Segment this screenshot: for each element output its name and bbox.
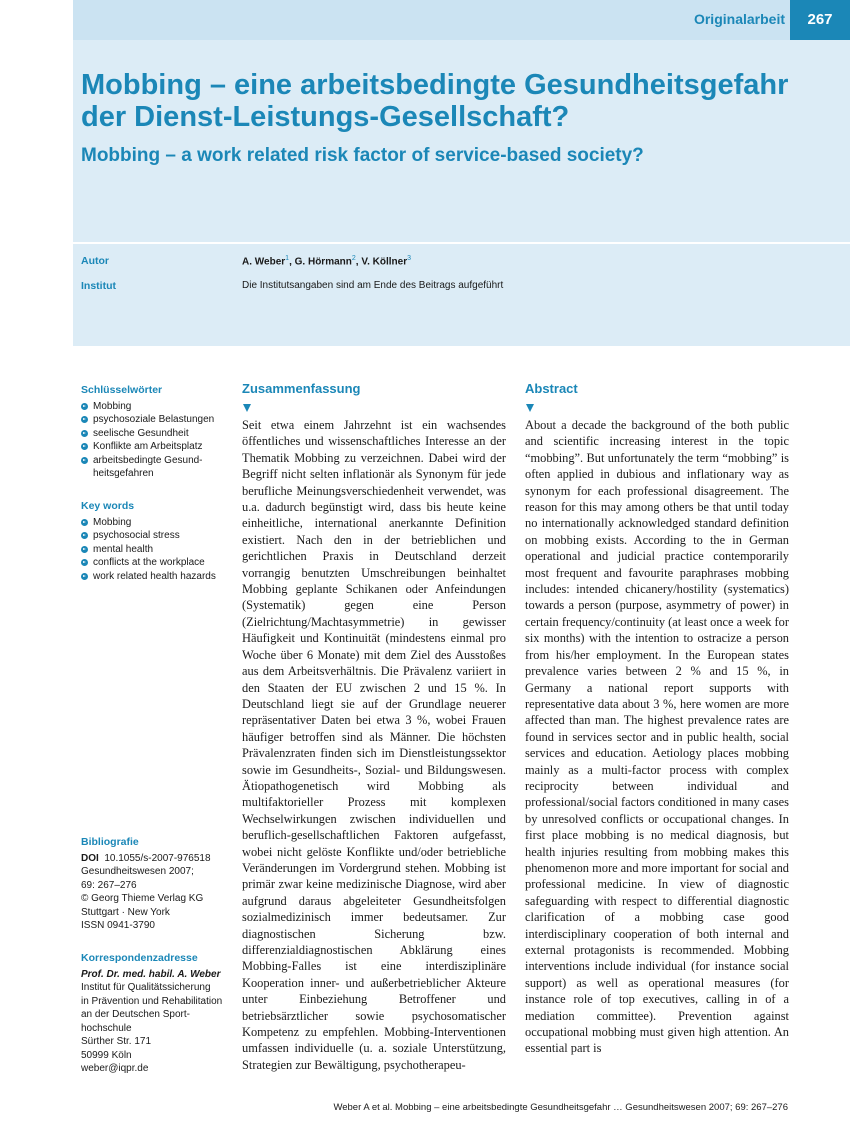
author-list: A. Weber$^1$, G. Hörmann$^2$, V. Köllner$^3$ <box>242 255 412 268</box>
keyword-item: Mobbing <box>81 400 231 414</box>
correspondence-heading: Korrespondenzadresse <box>81 952 198 964</box>
abstract-heading: Abstract <box>525 381 578 396</box>
keyword-item: psychosoziale Belastungen <box>81 413 231 427</box>
doi-line <box>81 852 231 866</box>
author-affiliation: 2 <box>351 255 356 262</box>
address-line: 50999 Köln <box>81 1049 132 1061</box>
biblio-line: Gesundheitswesen 2007; <box>81 866 194 877</box>
doi-label: DOI <box>81 852 99 864</box>
zusammenfassung-heading: Zusammenfassung <box>242 381 361 396</box>
triangle-marker-icon <box>526 404 534 412</box>
author-affiliation: 3 <box>407 255 412 262</box>
bibliography-heading: Bibliografie <box>81 836 139 848</box>
correspondence <box>81 952 231 1076</box>
article-title: Mobbing – eine arbeitsbedingte Gesundheitsgefahr der Dienst-Leistungs-Gesellschaft? <box>81 69 789 133</box>
article-subtitle: Mobbing – a work related risk factor of service-based society? <box>81 145 644 166</box>
institute-text: Die Institutsangaben sind am Ende des Beitrags aufgeführt <box>242 280 504 291</box>
section-label: Originalarbeit <box>693 11 785 27</box>
keyword-item: work related health hazards <box>81 570 231 584</box>
bibliography <box>81 836 231 933</box>
header-divider <box>73 242 850 244</box>
author-name: A. Weber <box>242 256 286 268</box>
author-affiliation: 1 <box>285 255 290 262</box>
keywords-en <box>81 500 231 583</box>
keyword-item: conflicts at the workplace <box>81 556 231 570</box>
page-footer: Weber A et al. Mobbing – eine arbeitsbedingte Gesundheitsgefahr … Gesundheitswesen 2007; 69: 267–276 <box>333 1102 788 1113</box>
author-label: Autor <box>81 255 109 267</box>
institute-label: Institut <box>81 280 116 292</box>
correspondence-name: Prof. Dr. med. habil. A. Weber <box>81 968 221 980</box>
keywords-en-heading: Key words <box>81 500 135 512</box>
keyword-item: seelische Gesundheit <box>81 427 231 441</box>
keywords-de-heading: Schlüsselwörter <box>81 384 163 396</box>
keyword-item: Mobbing <box>81 516 231 530</box>
address-line: Sürther Str. 171 <box>81 1036 152 1047</box>
triangle-marker-icon <box>243 404 251 412</box>
author-name: G. Hörmann <box>294 256 352 268</box>
page-number: 267 <box>790 0 850 40</box>
biblio-line: 69: 267–276 <box>81 879 137 891</box>
keyword-item: psychosocial stress <box>81 529 231 543</box>
zusammenfassung-text: Seit etwa einem Jahrzehnt ist ein wachsendes öffentliches und wissenschaftliches Interesse an der Thematik Mobbing zu verzeichnen. Dabei wird der Begriff nicht selten inflationär als Synonym für jede berufliche Meinungsverschiedenheit verwendet, was u.a. dadurch begünstigt wird, dass bis heute keine einheitliche, international anerkannte Definition existiert. Nach den in der betrieblichen und gerichtlichen Praxis in Deutschland derzeit vorrangig benutzten Umschreibungen beinhaltet Mobbing geplante Schikanen oder Anfeindungen (Systematik) gegen eine Person (Zielrichtung/Machtasymmetrie) in gewisser Häufigkeit und Kontinuität (mindestens einmal pro Woche über 6 Monate) mit dem Ziel des Ausstoßes aus dem Arbeitsverhältnis. Die Prävalenz variiert in den Staaten der EU zwischen 2 und 15 %. In Deutschland liegt sie auf der Grundlage neuerer repräsentativer Daten bei etwa 3 %, wobei Frauen häufiger betroffen sind als Männer. Die höchsten Prävalenzraten finden sich im Dienstleistungssektor sowie im Gesundheits-, Sozial- und Bildungswesen. Ätiopathogenetisch wird Mobbing als multifaktorieller Prozess mit komplexen Wechselwirkungen zwischen individuellen und beruflich-gesellschaftlichen Faktoren aufgefasst, wobei nicht gelöste Konflikte und/oder betriebliche Veränderungen im Vordergrund stehen. Mobbing ist primär zwar keine medizinische Diagnose, wird aber aufgrund daraus abgeleiteter Gesundheitsfolgen sozialmedizinisch immer bedeutsamer. Zur diagnostischen Sicherung bzw. differenzialdiagnostischen Abklärung eines Mobbing-Falles ist eine interdisziplinäre Kooperation inner- und außerbetrieblicher Akteure unter Einbeziehung Betroffener und betriebsärztlicher sowie psychosomatischer Kompetenz zu empfehlen. Mobbing-Interventionen umfassen individuelle (u. a. soziale Unterstützung, Strategien zur Bewältigung, psychotherapeu- <box>242 418 506 1072</box>
biblio-line: ISSN 0941-3790 <box>81 920 155 931</box>
biblio-line: Stuttgart · New York <box>81 906 170 918</box>
zusammenfassung-column <box>242 381 506 1073</box>
doi-link[interactable]: 10.1055/s-2007-976518 <box>104 852 211 864</box>
author-name: V. Köllner <box>361 256 408 268</box>
biblio-line: © Georg Thieme Verlag KG <box>81 893 204 904</box>
address-line: hochschule <box>81 1022 132 1034</box>
email-link[interactable]: weber@iqpr.de <box>81 1063 149 1074</box>
address-line: in Prävention und Rehabilitation <box>81 995 223 1007</box>
keyword-item: Konflikte am Arbeitsplatz <box>81 440 231 454</box>
keyword-item: arbeitsbedingte Gesund-heitsgefahren <box>81 454 203 481</box>
address-line: an der Deutschen Sport- <box>81 1009 190 1020</box>
abstract-text: About a decade the background of the both public and scientific increasing interest in the topic “mobbing”. But unfortunately the term “mobbing” is often applied in dubious and inflationary way as synonym for each professional disagreement. The reason for this may among others be that until today no internationally acknowledged standard definition on mobbing exists. According to the in German operational and judicial practice contemporarily most frequent and favourite paraphrases mobbing includes: intended chicanery/hostility (systematics) towards a person (purpose, asymmetry of power) in certain frequency/continuity (at least once a week for six months) with the intention to ostracize a person from his/her employment. In the European states prevalence varies between 2 % and 15 %, in Germany a national report supports with representative data about 3 %, here women are more affected than man. The highest prevalence rates are found in services sector and in public health, social services and education. Aetiology places mobbing mainly as a multi-factor process with complex reciprocity between individual and professional/social factors conditioned in many cases by unresolved conflicts or occupational changes. In first place mobbing is no medical diagnosis, but health injuries resulting from mobbing makes this phenomenon more and more important for social and professional medicine. In view of diagnostic safeguarding with respect to differential diagnostic clarification of a mobbing case good interdisciplinary cooperation of both internal and external protagonists is recommended. Mobbing interventions include individual (for instance social support) as well as operational measures (for instance role of top executives, calling in of a mediation committee). Prevention against occupational mobbing must given high attention. An essential part is <box>525 418 789 1056</box>
abstract-column <box>525 381 789 1057</box>
keyword-item: mental health <box>81 543 231 557</box>
address-line: Institut für Qualitätssicherung <box>81 982 211 993</box>
keywords-de <box>81 384 231 481</box>
header-panel <box>73 0 850 346</box>
